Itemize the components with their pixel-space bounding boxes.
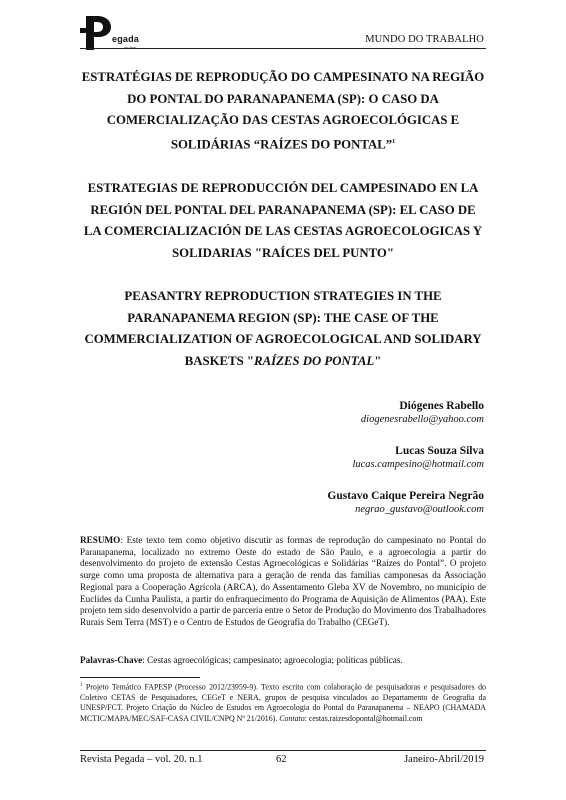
footnote: $^1$ Projeto Temático FAPESP (Processo 2012/23959-9). Texto escrito com colaboração de pesquisadoras e pesquisadores do Coletivo CETAS de Pesquisadores, CEGeT e NERA, grupos de pesquisa vinculados ao Departamento de Geografia da UNESP/FCT. Projeto Criação do Núcleo de Estudos em Agroecologia do Pontal do Paranapanema – NEAPO (CHAMADA MCTIC/MAPA/MEC/SAF-CASA CIVIL/CNPQ Nº 21/2016). Contato: cestas.raizesdopontal@hotmail.com xyxy=(80,682,486,723)
keywords xyxy=(80,655,486,667)
issue-date: Janeiro-Abril/2019 xyxy=(404,754,484,765)
author-block xyxy=(352,444,484,472)
title-english: PEASANTRY REPRODUCTION STRATEGIES IN THE PARANAPANEMA REGION (SP): THE CASE OF THE COMMERCIALIZATION OF AGROECOLOGICAL AND SOLIDARY BASKETS "RAÍZES DO PONTAL" xyxy=(84,289,482,368)
author-block xyxy=(361,399,484,427)
abstract-text: : Este texto tem como objetivo discutir as formas de reprodução do campesinato no Pontal do Paranapanema, localizado no extremo Oeste do estado de São Paulo, e a agroecologia a partir do desenvolvimento do projeto de extensão Cestas Agroecológicas e Solidárias “Raízes do Pontal”. O projeto surge como uma proposta de alternativa para a geração de renda das famílias camponesas da Associação Regional para a Cooperação Agrícola (ARCA), do Assentamento Gleba XV de Novembro, no município de Euclides da Cunha Paulista, a partir do enfraquecimento do Programa de Aquisição de Alimentos (PAA). Este projeto tem sido desenvolvido a partir de parceria entre o Setor de Produção do Movimento dos Trabalhadores Rurais Sem Terra (MST) e o Centro de Estudos de Geografia do Trabalho (CEGeT). xyxy=(80,535,486,627)
keywords-label: Palavras-Chave xyxy=(80,655,143,665)
title-spanish: ESTRATEGIAS DE REPRODUCCIÓN DEL CAMPESINADO EN LA REGIÓN DEL PONTAL DEL PARANAPANEMA (SP): EL CASO DE LA COMERCIALIZACIÓN DE LAS CESTAS AGROECOLOGICAS Y SOLIDARIAS "RAÍCES DEL PUNTO" xyxy=(83,181,483,260)
author-email[interactable]: diogenesrabello@yahoo.com xyxy=(360,414,484,425)
footer-divider xyxy=(80,750,486,751)
abstract-label: RESUMO xyxy=(80,535,121,545)
author-block xyxy=(327,489,484,517)
abstract xyxy=(80,535,486,629)
title-portuguese: ESTRATÉGIAS DE REPRODUÇÃO DO CAMPESINATO NA REGIÃO DO PONTAL DO PARANAPANEMA (SP): O CASO DA COMERCIALIZAÇÃO DAS CESTAS AGROECOLÓGICAS E SOLIDÁRIAS “RAÍZES DO PONTAL”$^1$ xyxy=(81,70,485,151)
section-title: MUNDO DO TRABALHO xyxy=(365,34,484,45)
contact-email[interactable]: : cestas.raizesdopontal@hotmail.com xyxy=(304,713,423,723)
author-name: Lucas Souza Silva xyxy=(395,445,484,457)
page-number: 62 xyxy=(276,754,287,765)
keywords-text: : Cestas agroecológicas; campesinato; agroecologia; políticas públicas. xyxy=(142,655,403,665)
author-email[interactable]: lucas.campesino@hotmail.com xyxy=(352,459,484,470)
logo-subtext: on line xyxy=(124,45,136,50)
author-email[interactable]: negrao_gustavo@outlook.com xyxy=(355,504,484,515)
journal-citation: Revista Pegada – vol. 20. n.1 xyxy=(80,754,203,765)
author-name: Diógenes Rabello xyxy=(399,400,484,412)
footnote-divider xyxy=(80,677,200,678)
logo-text: egada xyxy=(112,34,140,44)
footnote-marker[interactable]: 1 xyxy=(392,138,396,145)
header-divider xyxy=(80,48,486,49)
author-name: Gustavo Caique Pereira Negrão xyxy=(327,490,484,502)
journal-logo xyxy=(80,14,160,52)
pegada-logo-icon xyxy=(80,14,114,52)
